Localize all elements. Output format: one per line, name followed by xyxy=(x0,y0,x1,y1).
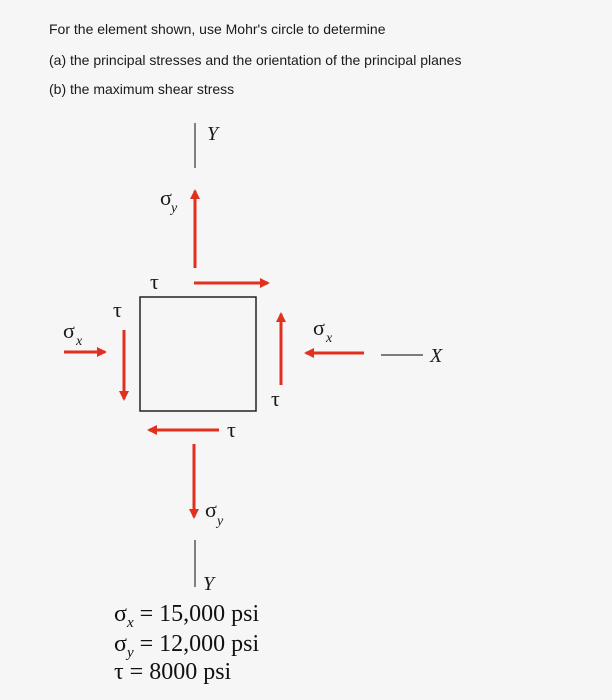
given-sigma-x-subscript: x xyxy=(126,615,134,631)
problem-intro: For the element shown, use Mohr's circle to determine xyxy=(49,21,386,37)
tau-right-symbol: τ xyxy=(271,386,280,411)
given-sigma-y-value: = 12,000 psi xyxy=(133,631,260,657)
sigma-y-top-symbol: σ xyxy=(160,185,172,210)
given-sigma-x-symbol: σ xyxy=(114,601,127,627)
given-tau xyxy=(114,659,231,685)
sigma-x-left-symbol: σ xyxy=(63,318,75,343)
y-axis-bottom-label: Y xyxy=(203,573,215,595)
tau-bottom-symbol: τ xyxy=(227,417,236,442)
given-tau-value: = 8000 psi xyxy=(123,659,232,685)
problem-part-a: (a) the principal stresses and the orientation of the principal planes xyxy=(49,52,462,68)
given-tau-symbol: τ xyxy=(114,659,124,685)
sigma-x-right-symbol: σ xyxy=(313,315,325,340)
sigma-y-top-subscript: y xyxy=(171,201,178,216)
sigma-x-right-subscript: x xyxy=(326,331,333,346)
given-sigma-y-subscript: y xyxy=(126,645,134,661)
sigma-x-left-subscript: x xyxy=(76,334,83,349)
tau-left-symbol: τ xyxy=(113,297,122,322)
given-sigma-y-symbol: σ xyxy=(114,631,127,657)
stress-element-square xyxy=(140,297,256,411)
tau-top-symbol: τ xyxy=(150,269,159,294)
y-axis-top-label: Y xyxy=(207,123,219,145)
given-sigma-y xyxy=(114,631,260,661)
x-axis-label: X xyxy=(430,345,443,367)
problem-part-b: (b) the maximum shear stress xyxy=(49,81,235,97)
sigma-y-bottom-symbol: σ xyxy=(205,497,217,522)
given-sigma-x-value: = 15,000 psi xyxy=(133,601,260,627)
given-sigma-x xyxy=(114,601,260,631)
sigma-y-bottom-subscript: y xyxy=(217,514,224,529)
